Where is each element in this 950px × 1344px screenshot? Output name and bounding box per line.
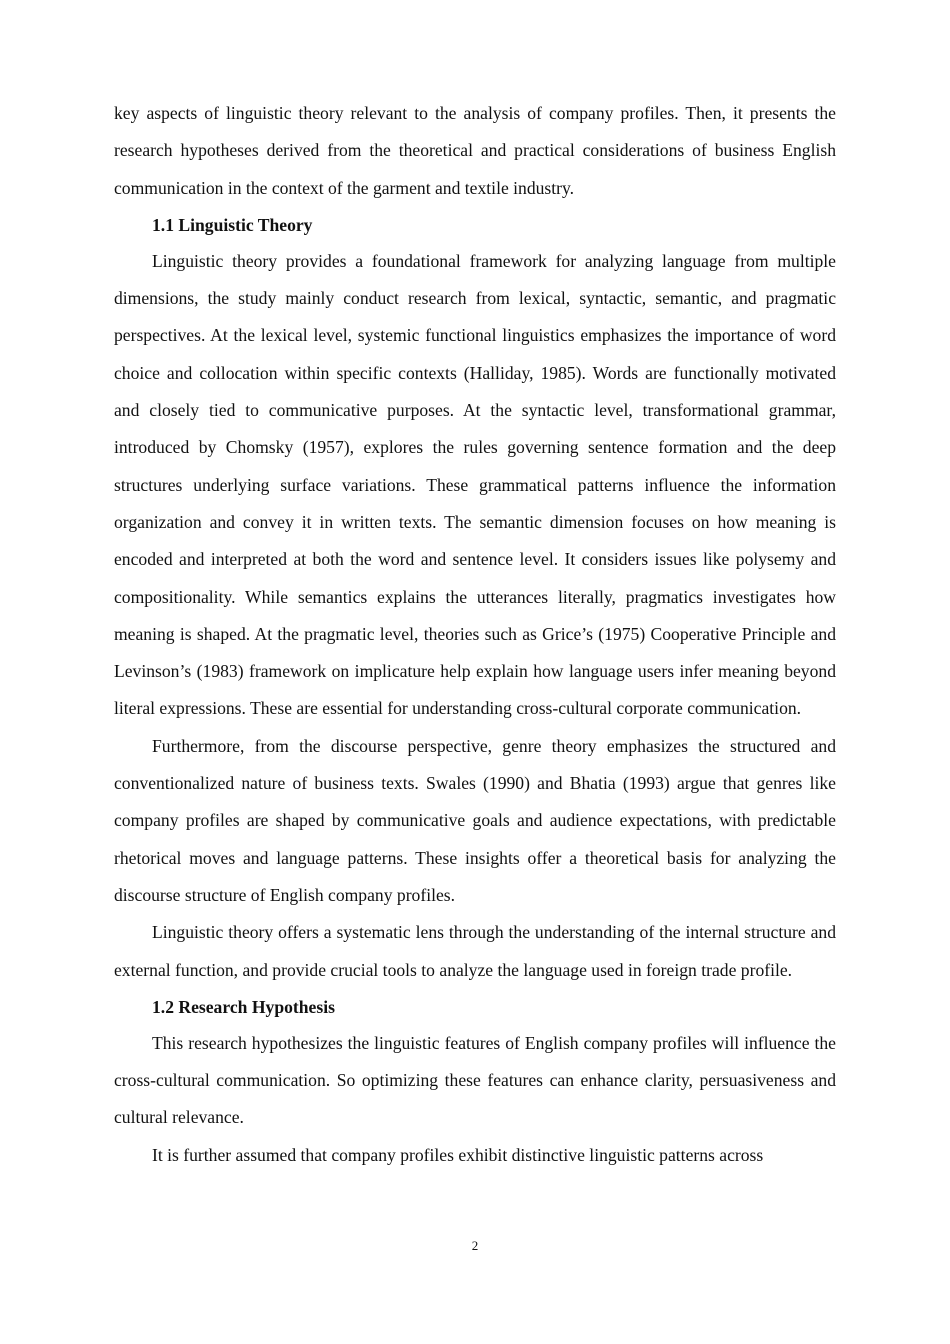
paragraph-research-hypothesis-1: This research hypothesizes the linguistic features of English company profiles will influence the cross-cultural communication. So optimizing these features can enhance clarity, persuasiveness and cultural relevance. [114,1032,836,1128]
paragraph-linguistic-theory-3: Linguistic theory offers a systematic lens through the understanding of the internal structure and external function, and provide crucial tools to analyze the language used in foreign trade profile. [114,922,836,980]
paragraph-linguistic-theory-1: Linguistic theory provides a foundational framework for analyzing language from multiple dimensions, the study mainly conduct research from lexical, syntactic, semantic, and pragmatic perspectives. At the lexical level, systemic functional linguistics emphasizes the importance of word choice and collocation within specific contexts (Halliday, 1985). Words are functionally motivated and closely tied to communicative purposes. At the syntactic level, transformational grammar, introduced by Chomsky (1957), explores the rules governing sentence formation and the deep structures underlying surface variations. These grammatical patterns influence the information organization and convey it in written texts. The semantic dimension focuses on how meaning is encoded and interpreted at both the word and sentence level. It considers issues like polysemy and compositionality. While semantics explains the utterances literally, pragmatics investigates how meaning is shaped. At the pragmatic level, theories such as Grice’s (1975) Cooperative Principle and Levinson’s (1983) framework on implicature help explain how language users infer meaning beyond literal expressions. These are essential for understanding cross-cultural corporate communication. [114,250,836,719]
paragraph-linguistic-theory-2: Furthermore, from the discourse perspective, genre theory emphasizes the structured and conventionalized nature of business texts. Swales (1990) and Bhatia (1993) argue that genres like company profiles are shaped by communicative goals and audience expectations, with predictable rhetorical moves and language patterns. These insights offer a theoretical basis for analyzing the discourse structure of English company profiles. [114,735,836,905]
section-heading-research-hypothesis: 1.2 Research Hypothesis [152,996,335,1017]
document-page [114,95,836,1174]
paragraph-intro-continuation: key aspects of linguistic theory relevant to the analysis of company profiles. Then, it presents the research hypotheses derived from the theoretical and practical considerations of business English communication in the context of the garment and textile industry. [114,103,836,198]
paragraph-research-hypothesis-2: It is further assumed that company profiles exhibit distinctive linguistic patterns across [152,1144,764,1165]
page-number: 2 [471,1238,479,1253]
section-heading-linguistic-theory: 1.1 Linguistic Theory [152,214,313,235]
